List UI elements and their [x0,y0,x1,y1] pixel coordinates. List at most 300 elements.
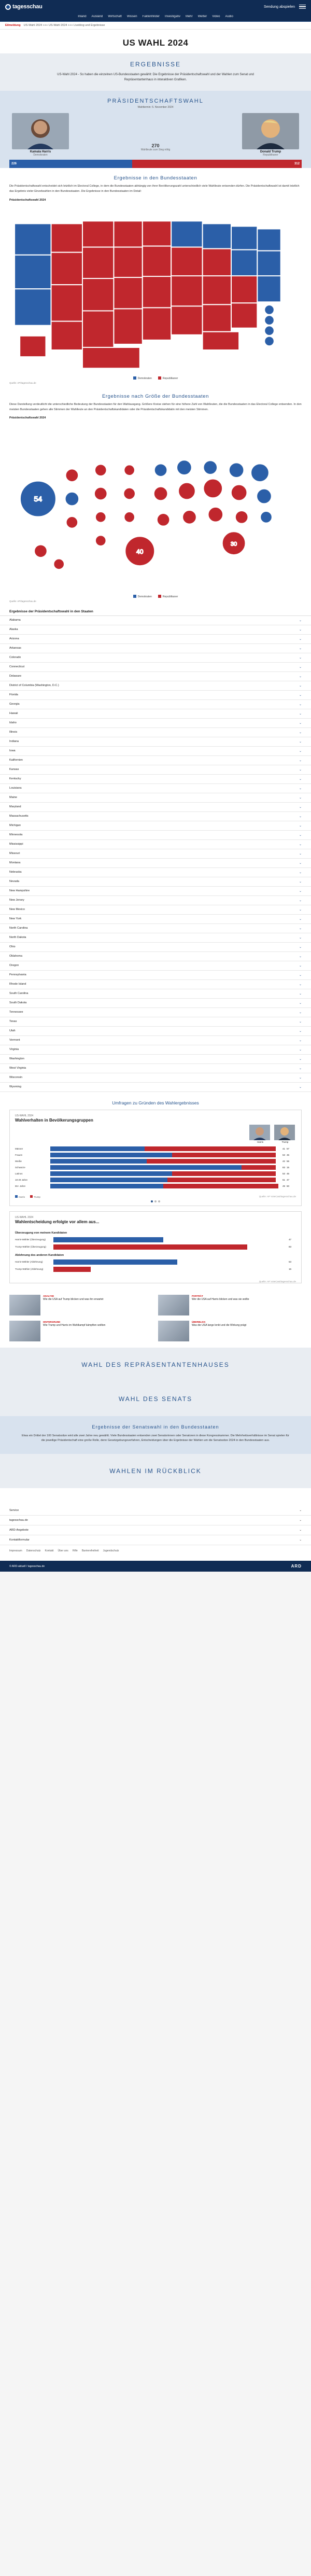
chart-category: Schwarze [15,1166,25,1169]
brand-label: tagesschau [12,4,43,10]
motivation-track [53,1259,287,1265]
state-label: New Jersey [9,899,24,902]
house-band: WAHL DES REPRÄSENTANTENHAUSES [0,1348,311,1382]
nav-item-0[interactable]: Inland [78,15,87,18]
chevron-down-icon[interactable]: ⌄ [299,917,302,921]
us-map-choropleth[interactable] [9,203,302,375]
chevron-down-icon[interactable]: ⌄ [299,749,302,753]
chart-bars [50,1146,280,1151]
footer [0,1499,311,1572]
state-row[interactable] [0,1083,311,1092]
poll1-fig-harris-name: Harris [257,1140,263,1143]
chevron-down-icon[interactable]: ⌄ [299,955,302,958]
chart-row [15,1146,296,1151]
map2-legend-dem: Demokraten [137,595,152,598]
state-label: Colorado [9,656,21,660]
nav-item-4[interactable]: Faktenfinder [142,15,160,18]
state-row[interactable] [0,840,311,849]
teaser-text-wrap [43,1295,103,1315]
state-label: Wyoming [9,1085,21,1089]
chevron-down-icon[interactable]: ⌄ [299,889,302,893]
footer-section-row[interactable] [0,1516,311,1525]
state-label: Utah [9,1029,16,1033]
presidential-date: Wahltermin: 5. November 2024 [137,106,174,109]
chevron-down-icon[interactable]: ⌄ [299,721,302,725]
motivation-track [53,1267,287,1272]
chart-category: 18-29 Jahre [15,1178,28,1181]
chevron-down-icon[interactable]: ⌄ [299,983,302,986]
state-row[interactable] [0,691,311,700]
state-row[interactable] [0,653,311,663]
chevron-down-icon[interactable]: ⌄ [299,936,302,940]
state-label: Oregon [9,964,19,968]
teaser-headline: Wie Trump und Harris im Wahlkampf kämpften wollten [43,1324,106,1327]
state-row[interactable] [0,719,311,728]
chevron-down-icon[interactable]: ⌄ [299,693,302,697]
chevron-down-icon[interactable]: ⌄ [299,1076,302,1080]
ard-logo: ARD [291,1564,302,1569]
nav-item-9[interactable]: Audio [225,15,233,18]
state-label: Missouri [9,852,20,856]
state-row[interactable] [0,1008,311,1017]
map2-title: Ergebnisse nach Größe der Bundesstaaten [102,393,209,399]
state-row[interactable] [0,765,311,775]
teaser-thumbnail [9,1295,40,1315]
teaser-thumbnail [158,1295,189,1315]
ticker-text: US-Wahl 2024 +++ US-Wahl 2024 +++ Liveblog und Ergebnisse [23,24,105,27]
chart-bars [50,1178,280,1182]
state-row[interactable] [0,1036,311,1045]
nav-item-5[interactable]: Investigativ [164,15,180,18]
state-label: Wisconsin [9,1076,23,1080]
chart-bars [50,1153,280,1157]
poll1-source: Quelle: AP VoteCast/tagesschau.de [259,1195,296,1198]
state-row[interactable] [0,644,311,653]
motivation-label: Trump-Wähler (Ablehnung) [15,1268,44,1271]
state-label: Alabama [9,619,21,622]
state-label: Maryland [9,805,21,809]
state-label: Delaware [9,675,22,678]
state-row[interactable] [0,868,311,877]
chevron-down-icon[interactable]: ⌄ [299,1001,302,1005]
chart-category: Männer [15,1147,23,1150]
senate-band: WAHL DES SENATS [0,1382,311,1416]
electoral-bar-dem: 226 [9,160,132,168]
chevron-down-icon[interactable]: ⌄ [299,628,302,632]
chevron-down-icon[interactable]: ⌄ [299,815,302,818]
chevron-down-icon[interactable]: ⌄ [299,1057,302,1061]
chevron-down-icon[interactable]: ⌄ [299,740,302,744]
chart-row [15,1171,296,1176]
state-row[interactable] [0,1073,311,1083]
state-row[interactable] [0,1017,311,1027]
state-label: Nebraska [9,871,22,874]
map2-label: Präsidentschaftswahl 2024 [9,416,46,420]
state-label: Rhode Island [9,983,26,986]
state-label: Massachusetts [9,815,29,818]
motivation-value: 83 [289,1245,292,1249]
carousel-dot-1[interactable] [151,1200,153,1202]
state-row[interactable] [0,831,311,840]
state-row[interactable] [0,933,311,943]
state-label: Nevada [9,880,19,884]
main-nav[interactable] [0,13,311,22]
poll2-group2-label: Ablehnung des anderen Kandidaten [15,1253,64,1257]
map1-source: Quelle: AP/tagesschau.de [9,381,36,384]
map-bubbles-section [0,386,311,605]
chart-row [15,1178,296,1182]
poll1-legend-harris: Harris [19,1195,25,1198]
state-row[interactable] [0,952,311,961]
carousel-dot-2[interactable] [154,1200,157,1202]
state-row[interactable] [0,989,311,999]
chevron-down-icon[interactable]: ⌄ [299,871,302,874]
state-label: Virginia [9,1048,19,1052]
motivation-track [53,1244,287,1250]
state-label: Kentucky [9,777,21,781]
candidate-left-party: Demokraten [33,153,48,157]
state-row[interactable] [0,663,311,672]
nav-item-1[interactable]: Ausland [91,15,103,18]
state-label: South Dakota [9,1001,27,1005]
chevron-down-icon[interactable]: ⌄ [299,675,302,678]
chevron-down-icon[interactable]: ⌄ [299,1529,302,1532]
chevron-down-icon[interactable]: ⌄ [299,899,302,902]
map1-legend [9,375,302,380]
state-row[interactable] [0,812,311,821]
footer-link[interactable]: Datenschutz [26,1549,41,1553]
us-bubble-svg[interactable] [9,421,302,593]
chevron-down-icon[interactable]: ⌄ [299,880,302,884]
chevron-down-icon[interactable]: ⌄ [299,787,302,790]
poll2-legend [10,1279,301,1283]
state-row[interactable] [0,961,311,971]
svg-text:30: 30 [230,541,237,548]
footer-link[interactable]: Barrierefreiheit [81,1549,99,1553]
teaser-thumbnail [158,1321,189,1341]
chevron-down-icon[interactable]: ⌄ [299,619,302,622]
poll1-fig-harris [249,1125,271,1143]
teaser-kicker: PORTRÄT [192,1294,203,1297]
footer-link[interactable]: Impressum [9,1549,22,1553]
nav-item-7[interactable]: Wetter [197,15,207,18]
state-row[interactable] [0,625,311,635]
state-row[interactable] [0,709,311,719]
teaser-grid[interactable] [0,1289,311,1348]
teaser-kicker: ÜBERBLICK [192,1320,206,1323]
chart-category: Latinos [15,1172,23,1175]
state-row[interactable] [0,905,311,915]
state-row[interactable] [0,896,311,905]
state-row[interactable] [0,747,311,756]
presidential-band [0,91,311,168]
poll2-group1-label: Überzeugung von meinem Kandidaten [15,1231,67,1235]
map2-source: Quelle: AP/tagesschau.de [9,599,36,603]
state-row[interactable] [0,775,311,784]
chevron-down-icon[interactable]: ⌄ [299,824,302,828]
chart-category: Weiße [15,1159,22,1163]
footer-links[interactable] [0,1545,311,1557]
state-label: Georgia [9,703,20,706]
presidential-title: PRÄSIDENTSCHAFTSWAHL [107,98,204,105]
chevron-down-icon[interactable]: ⌄ [299,908,302,912]
hamburger-icon[interactable] [299,5,306,9]
chevron-down-icon[interactable]: ⌄ [299,684,302,688]
teaser-item[interactable] [9,1321,153,1341]
state-row[interactable] [0,700,311,709]
chart-values: 53 45 [282,1153,290,1156]
teaser-kicker: HINTERGRUND [43,1320,61,1323]
senate-info-title: Ergebnisse der Senatswahl in den Bundesstaaten [92,1424,219,1430]
chart-values: 42 56 [282,1159,290,1163]
play-broadcast-label[interactable]: Sendung abspielen [264,5,295,9]
chevron-down-icon[interactable]: ⌄ [299,712,302,716]
state-label: Hawaii [9,712,18,716]
chevron-down-icon[interactable]: ⌄ [299,945,302,949]
state-row[interactable] [0,999,311,1008]
chart-category: 65+ Jahre [15,1184,26,1187]
chevron-down-icon[interactable]: ⌄ [299,1067,302,1070]
footer-link[interactable]: Kontakt [45,1549,54,1553]
footer-section-row[interactable] [0,1525,311,1535]
footer-bottom [0,1561,311,1572]
state-row[interactable] [0,887,311,896]
state-label: Connecticut [9,665,25,669]
chevron-down-icon[interactable]: ⌄ [299,777,302,781]
chevron-down-icon[interactable]: ⌄ [299,1020,302,1024]
chevron-down-icon[interactable]: ⌄ [299,992,302,996]
nav-item-6[interactable]: Mehr [185,15,193,18]
polls-heading: Umfragen zu Gründen des Wahlergebnisses [112,1100,199,1105]
chart-values: 49 50 [282,1184,290,1187]
teaser-text-wrap [192,1321,246,1341]
chevron-down-icon[interactable]: ⌄ [299,768,302,772]
state-row[interactable] [0,681,311,691]
nav-item-8[interactable]: Video [212,15,220,18]
state-row[interactable] [0,728,311,737]
chevron-down-icon[interactable]: ⌄ [299,964,302,968]
chart-bars [50,1159,280,1164]
map1-description: Die Präsidentschaftswahl entscheidet sich letztlich im Electoral College, in dem die Bundesstaaten abhängig von ihrer Bevölkerungszahl unterschiedlich viele Wahlleute entsenden dürfen. Die Präsidentschaftswahl ist damit letztlich das Ergebnis vieler Einzelwahlen in den Bundesstaaten. Die Ergebnisse in den Bundesstaaten im Detail: [9,185,300,193]
map1-legend-dem: Demokraten [137,376,152,380]
state-row[interactable] [0,672,311,681]
state-row[interactable] [0,1055,311,1064]
state-label: Montana [9,861,21,865]
motivation-bar-row [15,1267,296,1272]
map2-legend [9,593,302,598]
state-label: Idaho [9,721,17,725]
harris-photo [12,113,69,149]
footer-section-row[interactable] [0,1535,311,1545]
poll-card-groups [9,1110,302,1206]
state-row[interactable] [0,803,311,812]
chart-values: 53 45 [282,1172,290,1175]
state-row[interactable] [0,737,311,747]
chevron-down-icon[interactable]: ⌄ [299,1519,302,1522]
poll-card-motivation [9,1211,302,1283]
state-label: North Dakota [9,936,26,940]
senate-info-text: Etwa ein Drittel der 100 Senatssitze wird alle zwei Jahre neu gewählt. Viele Bundesstaaten entsenden zwei Senatorinnen oder Senatoren in diese Kongresskammer. Die Mehrheitsverhältnisse im Senat spielen für die jeweilige Präsidentschaft eine große Rolle, denn Gesetzgebungsverfahren, Entscheidungen über die Ergebnisse der Wahlen um die Senatssitze 2024 in den Bundesstaaten aus. [22,1434,289,1443]
state-row[interactable] [0,943,311,952]
poll1-kicker: US-WAHL 2024 [15,1114,34,1117]
state-row[interactable] [0,784,311,793]
chevron-down-icon[interactable]: ⌄ [299,852,302,856]
state-label: New Hampshire [9,889,30,893]
state-label: North Carolina [9,927,28,930]
teaser-item[interactable] [158,1295,302,1315]
chevron-down-icon[interactable]: ⌄ [299,796,302,800]
state-label: District of Columbia (Washington, D.C.) [9,684,59,688]
chevron-down-icon[interactable]: ⌄ [299,1085,302,1089]
results-intro-band [0,53,311,91]
chevron-down-icon[interactable]: ⌄ [299,1538,302,1542]
state-row[interactable] [0,971,311,980]
poll2-source: Quelle: AP VoteCast/tagesschau.de [259,1280,296,1283]
chevron-down-icon[interactable]: ⌄ [299,703,302,706]
nav-item-3[interactable]: Wissen [126,15,137,18]
chevron-down-icon[interactable]: ⌄ [299,927,302,930]
ticker-flash-label: Eilmeldung [5,24,21,27]
poll2-kicker: US-WAHL 2024 [15,1215,34,1219]
state-row[interactable] [0,1027,311,1036]
footer-link[interactable]: Jugendschutz [103,1549,119,1553]
chevron-down-icon[interactable]: ⌄ [299,637,302,641]
chevron-down-icon[interactable]: ⌄ [299,1011,302,1014]
chevron-down-icon[interactable]: ⌄ [299,1039,302,1042]
chevron-down-icon[interactable]: ⌄ [299,656,302,660]
state-row[interactable] [0,877,311,887]
motivation-label: Harris-Wähler (Ablehnung) [15,1261,43,1264]
map1-label: Präsidentschaftswahl 2024 [9,198,46,202]
teaser-headline: Was die USA lange lenkt und die Wirkung prägt [192,1324,247,1327]
chart-row [15,1159,296,1164]
state-row[interactable] [0,821,311,831]
chart-category: Frauen [15,1153,23,1156]
state-row[interactable] [0,915,311,924]
chart-row [15,1165,296,1170]
motivation-value: 47 [289,1238,292,1241]
state-row[interactable] [0,859,311,868]
state-label: Arkansas [9,647,21,650]
chart-values: 83 15 [282,1166,290,1169]
us-map-svg[interactable] [9,203,302,375]
chevron-down-icon[interactable]: ⌄ [299,647,302,650]
chevron-down-icon[interactable]: ⌄ [299,1048,302,1052]
footer-section-row[interactable] [0,1506,311,1516]
state-label: New Mexico [9,908,25,912]
state-row[interactable] [0,635,311,644]
nav-item-2[interactable]: Wirtschaft [108,15,122,18]
states-accordion-title: Ergebnisse der Präsidentschaftswahl in den Staaten [9,609,93,613]
state-row[interactable] [0,849,311,859]
results-heading: ERGEBNISSE [130,61,181,68]
chevron-down-icon[interactable]: ⌄ [299,973,302,977]
motivation-value: 16 [289,1268,292,1271]
state-label: South Carolina [9,992,29,996]
state-row[interactable] [0,793,311,803]
footer-link[interactable]: Hilfe [72,1549,78,1553]
candidate-right [239,113,302,157]
chevron-down-icon[interactable]: ⌄ [299,833,302,837]
candidate-left [9,113,72,157]
candidate-left-name: Kamala Harris [30,150,51,154]
state-label: Minnesota [9,833,23,837]
teaser-item[interactable] [158,1321,302,1341]
state-row[interactable] [0,1064,311,1073]
state-row[interactable] [0,756,311,765]
chevron-down-icon[interactable]: ⌄ [299,665,302,669]
state-label: Pennsylvania [9,973,26,977]
candidate-right-name: Donald Trump [260,150,281,154]
results-intro-text: US-Wahl 2024 - So haben die einzelnen US-Bundesstaaten gewählt: Die Ergebnisse der Präsidentschaftswahl und der Wahlen zum Senat und Repräsentantenhaus in interaktiven Grafiken. [57,73,254,82]
chevron-down-icon[interactable]: ⌄ [299,843,302,846]
state-label: Mississippi [9,843,23,846]
brand-logo[interactable] [5,4,43,10]
state-label: Iowa [9,749,16,753]
state-label: Washington [9,1057,24,1061]
state-label: Maine [9,796,17,800]
state-label: Florida [9,693,18,697]
chevron-down-icon[interactable]: ⌄ [299,1509,302,1513]
state-label: Ohio [9,945,16,949]
motivation-value: 53 [289,1261,292,1264]
chart-bars [50,1165,280,1170]
teaser-item[interactable] [9,1295,153,1315]
state-row[interactable] [0,1045,311,1055]
motivation-bar-row [15,1244,296,1250]
map-states-section [0,168,311,386]
carousel-dot-3[interactable] [158,1200,160,1202]
state-label: Arizona [9,637,19,641]
chevron-down-icon[interactable]: ⌄ [299,1029,302,1033]
poll1-legend-trump: Trump [34,1195,40,1198]
chart-values: 51 47 [282,1178,290,1181]
state-label: Alaska [9,628,18,632]
chevron-down-icon[interactable]: ⌄ [299,731,302,734]
states-accordion[interactable] [0,615,311,1092]
map2-description: Diese Darstellung verdeutlicht die unterschiedliche Bedeutung der Bundesstaaten für den Wahlausgang. Größere Kreise stehen für eine höhere Zahl von Wahlleuten, die die Bundesstaaten in das Electoral College entsenden. In den meisten Bundesstaaten gehen alle Stimmen der Wahlleute an den Präsidentschaftskandidaten oder die Präsidentschaftskandidatin mit den meisten Stimmen. [9,402,302,411]
poll1-fig-trump-name: Trump [281,1140,289,1143]
brand-dot-icon [5,4,11,10]
footer-link[interactable]: Über uns [58,1549,68,1553]
footer-copyright: © ARD-aktuell / tagesschau.de [9,1564,45,1568]
chart-bars [50,1171,280,1176]
state-row[interactable] [0,924,311,933]
electoral-bar-rep: 312 [132,160,302,168]
us-map-bubbles[interactable] [9,421,302,593]
poll1-fig-trump [274,1125,296,1143]
state-label: New York [9,917,22,921]
footer-section-label: Service [9,1509,19,1513]
poll1-chart [10,1140,301,1194]
electors-threshold-value: 270 [151,143,160,149]
state-row[interactable] [0,616,311,625]
teaser-headline: Wie die USA auf Trump blicken und was ihn erwartet [43,1298,104,1301]
state-row[interactable] [0,980,311,989]
teaser-text-wrap [192,1295,249,1315]
state-label: Louisiana [9,787,22,790]
state-label: Kansas [9,768,19,772]
chart-row [15,1184,296,1188]
footer-sections[interactable] [0,1506,311,1545]
chevron-down-icon[interactable]: ⌄ [299,861,302,865]
candidate-right-party: Republikaner [263,153,278,157]
footer-section-label: ARD-Angebote [9,1529,29,1532]
chevron-down-icon[interactable]: ⌄ [299,759,302,762]
chevron-down-icon[interactable]: ⌄ [299,805,302,809]
state-label: Texas [9,1020,17,1024]
footer-section-label: Kontaktformular [9,1538,30,1542]
